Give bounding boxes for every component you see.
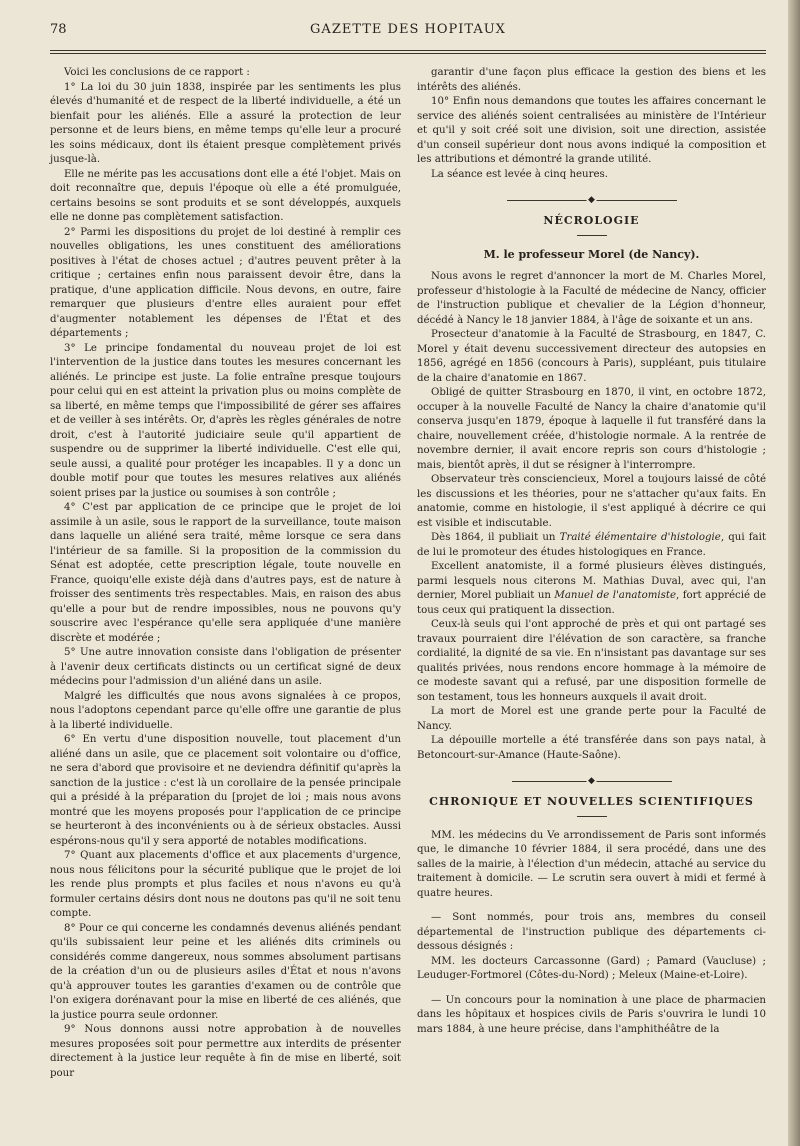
paragraph-7: 7° Quant aux placements d'office et aux placements d'urgence, nous nous félicitons pour la sécurité publique que le projet de loi les rende plus prompts et plus faciles et nous n'avons eu qu'à formuler certains désirs dont nous ne doutons pas qu'il ne soit tenu compte.: [50, 850, 401, 919]
text: Dès 1864, il publiait un: [431, 532, 560, 543]
chronique-paragraph-2: — Sont nommés, pour trois ans, membres du conseil départemental de l'instruction publique des départements ci-dessous désignés :: [417, 912, 766, 952]
morel-paragraph-1: Nous avons le regret d'annoncer la mort de M. Charles Morel, professeur d'histologie à la Faculté de médecine de Nancy, officier de l'instruction publique et chevalier de la Légion d'honneur, décédé à Nancy le 18 janvier 1884, à l'âge de soixante et un ans.: [417, 271, 766, 326]
morel-heading: M. le professeur Morel (de Nancy).: [483, 247, 700, 261]
paragraph-5: 5° Une autre innovation consiste dans l'obligation de présenter à l'avenir deux certificats distincts ou un certificat signé de deux médecins pour l'admission d'un aliéné dans un asile.: [50, 647, 401, 687]
paragraph-1: 1° La loi du 30 juin 1838, inspirée par les sentiments les plus élevés d'humanité et de respect de la liberté individuelle, a été un bienfait pour les aliénés. Elle a assuré la protection de leur personne et de leurs biens, en même temps qu'elle leur a procuré les soins médicaux, dont ils étaient presque complètement privés jusque-là.: [50, 81, 401, 165]
left-column: [50, 66, 401, 1081]
header-rule-bottom: [50, 53, 766, 54]
right-column: [417, 66, 766, 1037]
book-title-traite: Traité élémentaire d'histologie: [559, 532, 721, 543]
morel-paragraph-4: Observateur très consciencieux, Morel a toujours laissé de côté les discussions et les théories, pour ne s'attacher qu'aux faits. En anatomie, comme en histologie, il s'est appliqué à décrire ce qui est visible et indiscutable.: [417, 474, 766, 529]
paragraph-continued: garantir d'une façon plus efficace la gestion des biens et les intérêts des aliénés.: [417, 67, 766, 93]
page-edge: [788, 0, 800, 1146]
paragraph-1b: Elle ne mérite pas les accusations dont elle a été l'objet. Mais on doit reconnaître que, depuis l'époque où elle a été promulguée, certains besoins se sont produits et se sont développés, auxquels elle ne donne pas complètement satisfaction.: [50, 168, 401, 223]
separator-ornament: [512, 777, 672, 785]
header-rule-top: [50, 50, 766, 51]
paragraph-9: 9° Nous donnons aussi notre approbation à de nouvelles mesures proposées soit pour permettre aux interdits de présenter directement à la justice leur requête à fin de mise en liberté, soit pour: [50, 1024, 401, 1079]
paragraph-6: 6° En vertu d'une disposition nouvelle, tout placement d'un aliéné dans un asile, que ce placement soit volontaire ou d'office, ne sera d'abord que provisoire et ne deviendra définitif qu'après la sanction de la justice : c'est là un corollaire de la pensée principale qui a présidé à la préparation du [projet de loi ; mais nous avons montré que les moyens proposés pour l'application de ce principe se heurteront à des inconvénients ou à de sérieux obstacles. Aussi espérons-nous qu'il y sera apporté de notables modifications.: [50, 734, 401, 847]
morel-paragraph-1864: [417, 531, 766, 560]
page-header: [50, 22, 766, 42]
paragraph-3: 3° Le principe fondamental du nouveau projet de loi est l'intervention de la justice dans toutes les mesures concernant les aliénés. Le principe est juste. La folie entraîne presque toujours pour celui qui en est atteint la privation plus ou moins complète de sa liberté, en même temps que l'impossibilité de gérer ses affaires et de veiller à ses intérêts. Or, d'après les règles générales de notre droit, c'est à l'autorité judiciaire seule qu'il appartient de suspendre ou de supprimer la liberté individuelle. C'est elle qui, seule aussi, a qualité pour protéger les incapables. Il y a donc un double motif pour que toutes les mesures relatives aux aliénés soient prises par la justice ou soumises à son contrôle ;: [50, 342, 401, 499]
paragraph-8: 8° Pour ce qui concerne les condamnés devenus aliénés pendant qu'ils subissaient leur peine et les aliénés dits criminels ou considérés comme dangereux, nous sommes absolument partisans de la création d'un ou de plusieurs asiles d'État et nous n'avons qu'à approuver toutes les garanties d'examen ou de contrôle que l'on exigera dorénavant pour la mise en liberté de ces aliénés, que la justice pourra seule ordonner.: [50, 922, 401, 1021]
chronique-heading: CHRONIQUE ET NOUVELLES SCIENTIFIQUES: [429, 795, 754, 808]
paragraph-10: 10° Enfin nous demandons que toutes les affaires concernant le service des aliénés soient centralisées au ministère de l'Intérieur et qu'il y soit créé soit une division, soit une direction, assistée d'un conseil supérieur dont nous avons indiqué la composition et les attributions et démontré la grande utilité.: [417, 96, 766, 165]
morel-paragraph-7: La dépouille mortelle a été transférée dans son pays natal, à Betoncourt-sur-Amance (Haute-Saône).: [417, 735, 766, 761]
morel-paragraph-5: Ceux-là seuls qui l'ont approché de près et qui ont partagé ses travaux pourraient dire l'élévation de son caractère, sa franche cordialité, la dignité de sa vie. En n'insistant pas davantage sur ses qualités privées, nous rendons encore hommage à la mémoire de ce modeste savant qui a refusé, par une disposition formelle de son testament, tous les honneurs auxquels il avait droit.: [417, 619, 766, 703]
separator-ornament: [507, 196, 677, 204]
short-rule: [577, 816, 607, 817]
morel-paragraph-6: La mort de Morel est une grande perte pour la Faculté de Nancy.: [417, 706, 766, 732]
necrologie-heading: NÉCROLOGIE: [543, 214, 640, 227]
running-title: GAZETTE DES HOPITAUX: [310, 22, 506, 37]
chronique-paragraph-3: — Un concours pour la nomination à une place de pharmacien dans les hôpitaux et hospices civils de Paris s'ouvrira le lundi 10 mars 1884, à une heure précise, dans l'amphithéâtre de la: [417, 994, 766, 1035]
short-rule: [577, 235, 607, 236]
morel-paragraph-2: Prosecteur d'anatomie à la Faculté de Strasbourg, en 1847, C. Morel y était devenu successivement directeur des autopsies en 1856, agrégé en 1856 (concours à Paris), suppléant, puis titulaire de la chaire d'anatomie en 1867.: [417, 329, 766, 384]
text: , qui fait de lui le promoteur des études histologiques en France.: [417, 532, 766, 558]
page-number: 78: [50, 22, 67, 37]
text: , fort apprécié de tous ceux qui pratiquent la dissection.: [417, 590, 766, 616]
session-closed: La séance est levée à cinq heures.: [431, 168, 608, 180]
morel-paragraph-3: Obligé de quitter Strasbourg en 1870, il vint, en octobre 1872, occuper à la nouvelle Faculté de Nancy la chaire d'anatomie qu'il conserva jusqu'en 1879, époque à laquelle il fut transféré dans la chaire, nouvellement créée, d'histologie normale. A la rentrée de novembre dernier, il avait encore repris son cours d'histologie ; mais, bientôt après, il dut se résigner à l'interrompre.: [417, 387, 766, 471]
paragraph-5b: Malgré les difficultés que nous avons signalées à ce propos, nous l'adoptons cependant parce qu'elle offre une garantie de plus à la liberté individuelle.: [50, 690, 401, 731]
book-title-manuel: Manuel de l'anatomiste: [554, 590, 677, 601]
morel-paragraph-eleves: [417, 560, 766, 618]
chronique-paragraph-2b: MM. les docteurs Carcassonne (Gard) ; Pamard (Vaucluse) ; Leuduger-Fortmorel (Côtes-du-Nord) ; Meleux (Maine-et-Loire).: [417, 955, 766, 981]
text: Excellent anatomiste, il a formé plusieurs élèves distingués, parmi lesquels nous citerons M. Mathias Duval, avec qui, l'an dernier, Morel publiait un: [417, 561, 766, 601]
paragraph-4: 4° C'est par application de ce principe que le projet de loi assimile à un asile, sous le rapport de la surveillance, toute maison dans laquelle un aliéné sera traité, même lorsque ce sera dans l'intérieur de sa famille. Si la proposition de la commission du Sénat est adoptée, cette prescription légale, toute nouvelle en France, quoiqu'elle existe déjà dans d'autres pays, est de nature à froisser des sentiments très respectables. Mais, en raison des abus qu'elle a pour but de rendre impossibles, nous ne pouvons qu'y souscrire avec l'espérance qu'elle sera appliquée d'une manière discrète et modérée ;: [50, 502, 401, 644]
paragraph-intro: Voici les conclusions de ce rapport :: [64, 67, 250, 78]
paragraph-2: 2° Parmi les dispositions du projet de loi destiné à remplir ces nouvelles obligations, les unes constituent des améliorations positives à l'état de choses actuel ; d'autres peuvent prêter à la critique ; certaines enfin nous paraissent devoir être, dans la pratique, d'une application difficile. Nous devons, en outre, faire remarquer que plusieurs d'entre elles auraient pour effet d'augmenter notablement les dépenses de l'État et des départements ;: [50, 226, 401, 339]
chronique-paragraph-1: MM. les médecins du Ve arrondissement de Paris sont informés que, le dimanche 10 février 1884, il sera procédé, dans une des salles de la mairie, à l'élection d'un médecin, attaché au service du traitement à domicile. — Le scrutin sera ouvert à midi et fermé à quatre heures.: [417, 829, 766, 899]
